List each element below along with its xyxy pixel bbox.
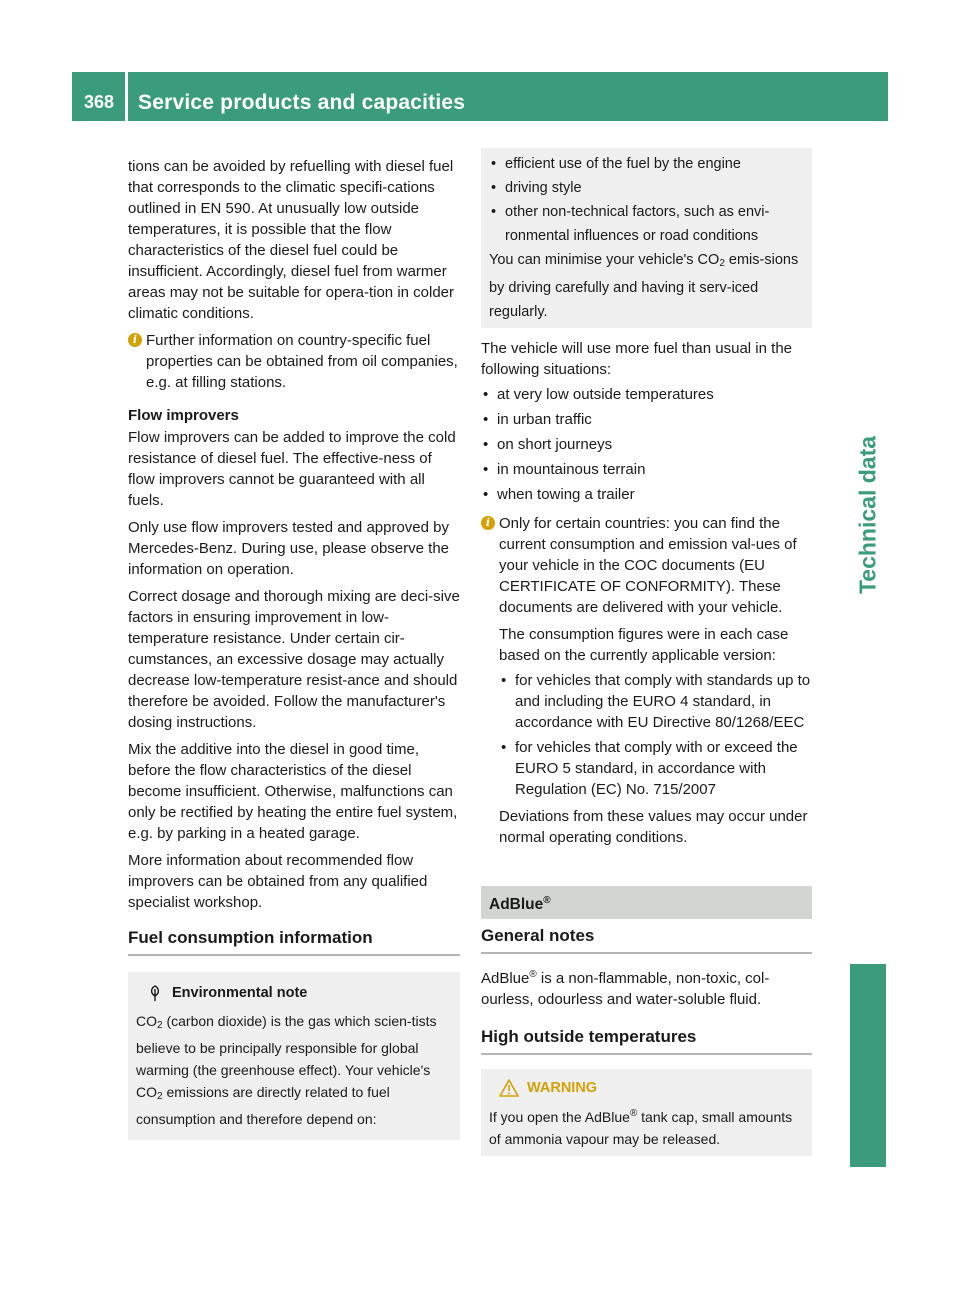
warning-text-b: tank cap, small amounts of ammonia vapour may be released. bbox=[489, 1109, 793, 1147]
adblue-band-label: AdBlue bbox=[489, 896, 544, 913]
registered-mark: ® bbox=[629, 1108, 638, 1119]
info-icon: i bbox=[481, 516, 495, 530]
warning-label: WARNING bbox=[527, 1080, 598, 1096]
side-tab-block bbox=[850, 964, 886, 1167]
page-title: Service products and capacities bbox=[138, 91, 466, 114]
env-bullet: • other non-technical factors, such as envi-ronmental influences or road conditions bbox=[489, 200, 804, 248]
more-fuel-bullet: • when towing a trailer bbox=[481, 484, 812, 505]
warning-text-a: If you open the AdBlue bbox=[489, 1109, 630, 1125]
registered-mark: ® bbox=[543, 895, 551, 906]
flow-paragraph-3: Correct dosage and thorough mixing are deci-sive factors in ensuring improvement in low-temperature resistance. Under certain cir-cumstances, an excessive dosage may actually decrease low-temperature resist-ance and should therefore be avoided. Follow the manufacturer's dosing instructions. bbox=[128, 588, 460, 731]
environmental-note-box bbox=[128, 972, 460, 1140]
info-coc-text-2: The consumption figures were in each case based on the currently applicable version: bbox=[499, 626, 789, 664]
flow-paragraph-1: Flow improvers can be added to improve the cold resistance of diesel fuel. The effective-ness of flow improvers cannot be guaranteed with all fuels. bbox=[128, 429, 456, 509]
flow-paragraph-4: Mix the additive into the diesel in good time, before the flow characteristics of the diesel become insufficient. Otherwise, malfunctions can only be rectified by heating the entire fuel system, e.g. by parking in a heated garage. bbox=[128, 741, 458, 842]
environment-leaf-icon bbox=[146, 984, 164, 1002]
coc-bullet: • for vehicles that comply with or exceed the EURO 5 standard, in accordance with Regulation (EC) No. 715/2007 bbox=[499, 737, 812, 800]
environmental-note-continued bbox=[481, 148, 812, 328]
info-note-country bbox=[128, 330, 460, 393]
coc-bullet: • for vehicles that comply with standards up to and including the EURO 4 standard, in accordance with EU Directive 80/1268/EEC bbox=[499, 670, 812, 733]
minimise-text-b: emis-sions by driving carefully and having it serv-iced regularly. bbox=[489, 252, 799, 320]
co2-subscript: 2 bbox=[719, 258, 725, 269]
side-tab-label: Technical data bbox=[854, 435, 881, 595]
warning-triangle-icon bbox=[499, 1079, 519, 1097]
info-note-text: Further information on country-specific fuel properties can be obtained from oil companies, e.g. at filling stations. bbox=[146, 332, 458, 391]
more-fuel-bullet: • on short journeys bbox=[481, 434, 812, 455]
adblue-section-band bbox=[481, 886, 812, 919]
env-bullet: • efficient use of the fuel by the engine bbox=[489, 152, 804, 176]
warning-title-row bbox=[489, 1077, 804, 1099]
flow-paragraph-5: More information about recommended flow improvers can be obtained from any qualified specialist workshop. bbox=[128, 852, 428, 911]
more-fuel-bullet: • at very low outside temperatures bbox=[481, 384, 812, 405]
environmental-note-text bbox=[136, 1010, 452, 1130]
environmental-note-label: Environmental note bbox=[172, 985, 308, 1001]
header-divider bbox=[125, 72, 128, 121]
general-notes-heading: General notes bbox=[481, 925, 812, 954]
co2-subscript: 2 bbox=[157, 1020, 163, 1031]
left-column bbox=[128, 156, 460, 1140]
fuel-consumption-heading: Fuel consumption information bbox=[128, 927, 460, 956]
page-number: 368 bbox=[83, 92, 115, 112]
registered-mark: ® bbox=[529, 969, 537, 980]
info-coc-text-3: Deviations from these values may occur under normal operating conditions. bbox=[499, 808, 808, 846]
warning-text bbox=[489, 1103, 804, 1150]
more-fuel-bullet: • in mountainous terrain bbox=[481, 459, 812, 480]
intro-paragraph: tions can be avoided by refuelling with diesel fuel that corresponds to the climatic specifi-cations outlined in EN 590. At unusually low outside temperatures, it is possible that the flow characteristics of the diesel fuel could be insufficient. Accordingly, diesel fuel from warmer areas may not be suitable for opera-tion in colder climatic conditions. bbox=[128, 158, 455, 322]
flow-improvers-heading: Flow improvers bbox=[128, 407, 239, 424]
right-column bbox=[481, 156, 812, 1156]
adblue-description bbox=[481, 964, 812, 1010]
env-minimise-text bbox=[489, 248, 804, 324]
env-bullet: • driving style bbox=[489, 176, 804, 200]
env-text-part-b: emissions are directly related to fuel consumption and therefore depend on: bbox=[136, 1084, 390, 1127]
info-coc-text: Only for certain countries: you can find the current consumption and emission val-ues of your vehicle in the COC documents (EU CERTIFICATE OF CONFORMITY). These documents are delivered with your vehicle. bbox=[499, 515, 797, 616]
high-temperatures-heading: High outside temperatures bbox=[481, 1026, 812, 1055]
info-note-coc bbox=[481, 513, 812, 848]
flow-paragraph-2: Only use flow improvers tested and approved by Mercedes-Benz. During use, please observe the information on operation. bbox=[128, 519, 450, 578]
environmental-note-title bbox=[136, 982, 452, 1004]
more-fuel-intro: The vehicle will use more fuel than usual in the following situations: bbox=[481, 340, 793, 378]
warning-box bbox=[481, 1069, 812, 1156]
adblue-desc-a: AdBlue bbox=[481, 970, 530, 987]
minimise-text-a: You can minimise your vehicle's CO bbox=[489, 252, 720, 268]
adblue-desc-b: is a non-flammable, non-toxic, col-ourless, odourless and water-soluble fluid. bbox=[481, 970, 770, 1008]
co2-subscript: 2 bbox=[157, 1091, 163, 1102]
co2-label: CO bbox=[136, 1013, 157, 1029]
info-icon: i bbox=[128, 333, 142, 347]
env-text-part-a: (carbon dioxide) is the gas which scien-tists believe to be principally responsible for global warming (the greenhouse effect). Your vehicle's CO bbox=[136, 1013, 437, 1100]
more-fuel-bullet: • in urban traffic bbox=[481, 409, 812, 430]
side-tab bbox=[850, 130, 886, 900]
